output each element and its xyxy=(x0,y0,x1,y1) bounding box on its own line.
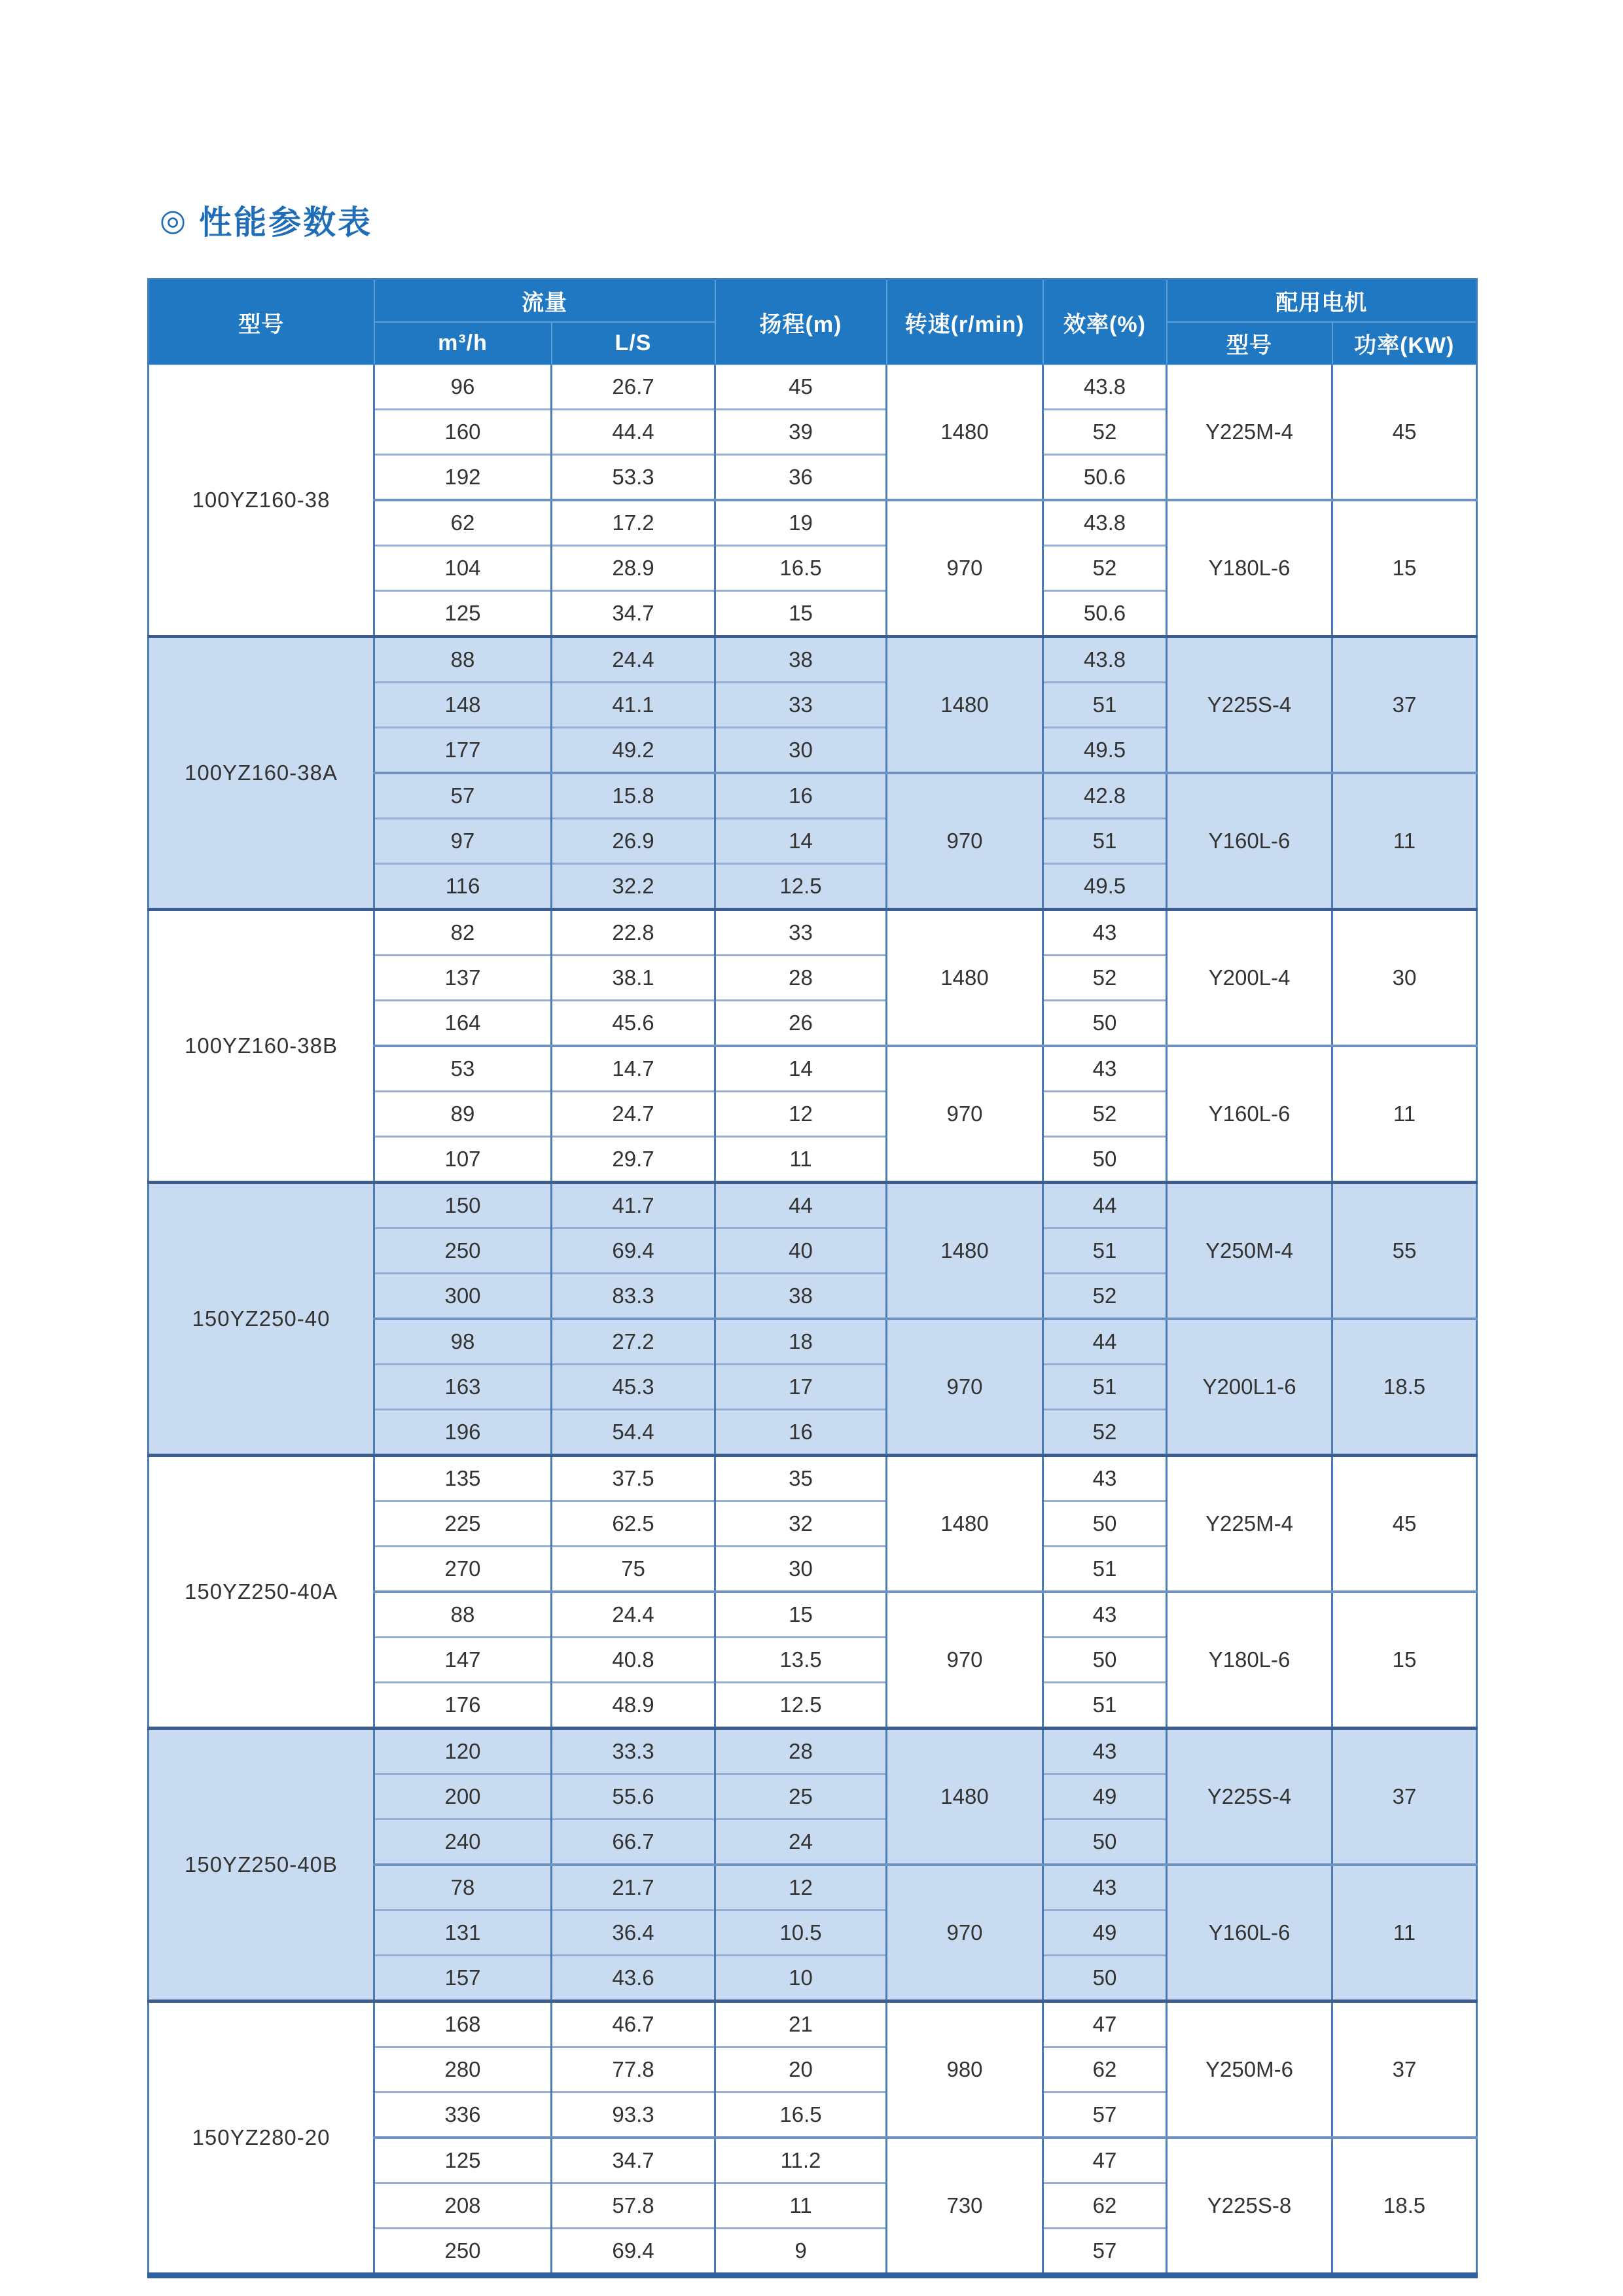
head-cell: 32 xyxy=(715,1501,887,1547)
head-cell: 12.5 xyxy=(715,1683,887,1729)
head-cell: 16.5 xyxy=(715,2092,887,2138)
speed-cell: 970 xyxy=(887,773,1043,910)
motor-model-cell: Y180L-6 xyxy=(1167,500,1332,637)
flow-ls-cell: 62.5 xyxy=(552,1501,715,1547)
double-circle-icon: ◎ xyxy=(160,203,187,237)
flow-ls-cell: 34.7 xyxy=(552,591,715,637)
flow-ls-cell: 69.4 xyxy=(552,1229,715,1274)
head-cell: 30 xyxy=(715,1547,887,1592)
efficiency-cell: 52 xyxy=(1043,546,1167,591)
motor-power-cell: 37 xyxy=(1332,2001,1477,2138)
flow-m3h-cell: 250 xyxy=(374,2229,552,2276)
head-cell: 33 xyxy=(715,910,887,956)
head-cell: 19 xyxy=(715,500,887,546)
flow-ls-cell: 24.7 xyxy=(552,1092,715,1137)
head-cell: 16.5 xyxy=(715,546,887,591)
flow-ls-cell: 46.7 xyxy=(552,2001,715,2047)
flow-m3h-cell: 57 xyxy=(374,773,552,819)
table-body xyxy=(149,365,1477,2276)
table-row xyxy=(149,1183,1477,1229)
efficiency-cell: 49 xyxy=(1043,1774,1167,1820)
motor-model-cell: Y225S-4 xyxy=(1167,1729,1332,1865)
header-head: 扬程(m) xyxy=(715,279,887,365)
flow-m3h-cell: 62 xyxy=(374,500,552,546)
header-flow-ls: L/S xyxy=(552,322,715,365)
flow-m3h-cell: 125 xyxy=(374,591,552,637)
motor-model-cell: Y200L1-6 xyxy=(1167,1319,1332,1456)
efficiency-cell: 52 xyxy=(1043,956,1167,1001)
head-cell: 26 xyxy=(715,1001,887,1047)
head-cell: 40 xyxy=(715,1229,887,1274)
flow-m3h-cell: 168 xyxy=(374,2001,552,2047)
flow-ls-cell: 15.8 xyxy=(552,773,715,819)
head-cell: 12 xyxy=(715,1865,887,1910)
efficiency-cell: 51 xyxy=(1043,1547,1167,1592)
header-model: 型号 xyxy=(149,279,374,365)
motor-model-cell: Y180L-6 xyxy=(1167,1592,1332,1729)
pump-model-cell: 100YZ160-38 xyxy=(149,365,374,637)
head-cell: 10.5 xyxy=(715,1910,887,1956)
efficiency-cell: 62 xyxy=(1043,2047,1167,2092)
head-cell: 12 xyxy=(715,1092,887,1137)
flow-ls-cell: 93.3 xyxy=(552,2092,715,2138)
motor-power-cell: 37 xyxy=(1332,637,1477,774)
motor-power-cell: 15 xyxy=(1332,1592,1477,1729)
head-cell: 14 xyxy=(715,1046,887,1092)
table-row xyxy=(149,365,1477,410)
flow-m3h-cell: 104 xyxy=(374,546,552,591)
head-cell: 12.5 xyxy=(715,864,887,910)
flow-ls-cell: 21.7 xyxy=(552,1865,715,1910)
table-row xyxy=(149,1729,1477,1774)
head-cell: 38 xyxy=(715,1274,887,1319)
motor-power-cell: 45 xyxy=(1332,365,1477,500)
speed-cell: 1480 xyxy=(887,637,1043,774)
flow-m3h-cell: 97 xyxy=(374,819,552,864)
efficiency-cell: 47 xyxy=(1043,2138,1167,2183)
section-title xyxy=(160,196,372,243)
efficiency-cell: 50 xyxy=(1043,1820,1167,1865)
flow-ls-cell: 41.1 xyxy=(552,683,715,728)
motor-power-cell: 11 xyxy=(1332,1046,1477,1183)
efficiency-cell: 43 xyxy=(1043,1456,1167,1501)
speed-cell: 1480 xyxy=(887,365,1043,500)
flow-ls-cell: 27.2 xyxy=(552,1319,715,1365)
flow-ls-cell: 37.5 xyxy=(552,1456,715,1501)
flow-m3h-cell: 200 xyxy=(374,1774,552,1820)
flow-ls-cell: 14.7 xyxy=(552,1046,715,1092)
pump-model-cell: 100YZ160-38A xyxy=(149,637,374,910)
efficiency-cell: 62 xyxy=(1043,2183,1167,2229)
flow-m3h-cell: 177 xyxy=(374,728,552,774)
speed-cell: 970 xyxy=(887,1046,1043,1183)
flow-m3h-cell: 116 xyxy=(374,864,552,910)
header-motor: 配用电机 xyxy=(1167,279,1477,323)
flow-m3h-cell: 82 xyxy=(374,910,552,956)
flow-m3h-cell: 196 xyxy=(374,1410,552,1456)
header-flow-m3h: m³/h xyxy=(374,322,552,365)
flow-ls-cell: 45.6 xyxy=(552,1001,715,1047)
flow-ls-cell: 26.7 xyxy=(552,365,715,410)
efficiency-cell: 57 xyxy=(1043,2229,1167,2276)
flow-m3h-cell: 78 xyxy=(374,1865,552,1910)
efficiency-cell: 51 xyxy=(1043,1365,1167,1410)
head-cell: 15 xyxy=(715,1592,887,1638)
flow-m3h-cell: 270 xyxy=(374,1547,552,1592)
flow-ls-cell: 43.6 xyxy=(552,1956,715,2001)
speed-cell: 1480 xyxy=(887,1183,1043,1319)
efficiency-cell: 47 xyxy=(1043,2001,1167,2047)
head-cell: 24 xyxy=(715,1820,887,1865)
head-cell: 45 xyxy=(715,365,887,410)
flow-ls-cell: 49.2 xyxy=(552,728,715,774)
flow-m3h-cell: 131 xyxy=(374,1910,552,1956)
flow-m3h-cell: 157 xyxy=(374,1956,552,2001)
efficiency-cell: 50 xyxy=(1043,1501,1167,1547)
head-cell: 16 xyxy=(715,773,887,819)
flow-ls-cell: 22.8 xyxy=(552,910,715,956)
flow-m3h-cell: 89 xyxy=(374,1092,552,1137)
efficiency-cell: 51 xyxy=(1043,683,1167,728)
table-row xyxy=(149,1456,1477,1501)
motor-model-cell: Y160L-6 xyxy=(1167,1046,1332,1183)
flow-ls-cell: 53.3 xyxy=(552,455,715,501)
head-cell: 38 xyxy=(715,637,887,683)
head-cell: 18 xyxy=(715,1319,887,1365)
header-motor-power: 功率(KW) xyxy=(1332,322,1477,365)
flow-ls-cell: 17.2 xyxy=(552,500,715,546)
motor-model-cell: Y225M-4 xyxy=(1167,365,1332,500)
motor-power-cell: 30 xyxy=(1332,910,1477,1047)
head-cell: 25 xyxy=(715,1774,887,1820)
head-cell: 15 xyxy=(715,591,887,637)
flow-ls-cell: 38.1 xyxy=(552,956,715,1001)
flow-m3h-cell: 125 xyxy=(374,2138,552,2183)
flow-ls-cell: 75 xyxy=(552,1547,715,1592)
efficiency-cell: 50.6 xyxy=(1043,591,1167,637)
efficiency-cell: 57 xyxy=(1043,2092,1167,2138)
header-speed: 转速(r/min) xyxy=(887,279,1043,365)
table-header xyxy=(149,279,1477,365)
flow-ls-cell: 33.3 xyxy=(552,1729,715,1774)
motor-power-cell: 45 xyxy=(1332,1456,1477,1592)
head-cell: 14 xyxy=(715,819,887,864)
motor-power-cell: 18.5 xyxy=(1332,2138,1477,2276)
efficiency-cell: 49.5 xyxy=(1043,864,1167,910)
speed-cell: 970 xyxy=(887,1319,1043,1456)
efficiency-cell: 44 xyxy=(1043,1319,1167,1365)
motor-power-cell: 55 xyxy=(1332,1183,1477,1319)
efficiency-cell: 50 xyxy=(1043,1638,1167,1683)
efficiency-cell: 43.8 xyxy=(1043,500,1167,546)
flow-m3h-cell: 176 xyxy=(374,1683,552,1729)
performance-table xyxy=(147,278,1478,2278)
efficiency-cell: 43 xyxy=(1043,1865,1167,1910)
flow-ls-cell: 28.9 xyxy=(552,546,715,591)
speed-cell: 1480 xyxy=(887,1729,1043,1865)
flow-m3h-cell: 163 xyxy=(374,1365,552,1410)
motor-model-cell: Y225S-8 xyxy=(1167,2138,1332,2276)
speed-cell: 970 xyxy=(887,1865,1043,2001)
flow-ls-cell: 54.4 xyxy=(552,1410,715,1456)
flow-ls-cell: 57.8 xyxy=(552,2183,715,2229)
efficiency-cell: 52 xyxy=(1043,1092,1167,1137)
motor-model-cell: Y200L-4 xyxy=(1167,910,1332,1047)
motor-power-cell: 11 xyxy=(1332,1865,1477,2001)
flow-m3h-cell: 240 xyxy=(374,1820,552,1865)
efficiency-cell: 43 xyxy=(1043,1729,1167,1774)
flow-ls-cell: 55.6 xyxy=(552,1774,715,1820)
efficiency-cell: 43 xyxy=(1043,1046,1167,1092)
motor-power-cell: 15 xyxy=(1332,500,1477,637)
flow-ls-cell: 83.3 xyxy=(552,1274,715,1319)
speed-cell: 970 xyxy=(887,1592,1043,1729)
flow-m3h-cell: 225 xyxy=(374,1501,552,1547)
motor-power-cell: 37 xyxy=(1332,1729,1477,1865)
head-cell: 28 xyxy=(715,956,887,1001)
flow-m3h-cell: 250 xyxy=(374,1229,552,1274)
header-motor-model: 型号 xyxy=(1167,322,1332,365)
pump-model-cell: 150YZ250-40B xyxy=(149,1729,374,2001)
header-row-1 xyxy=(149,279,1477,323)
head-cell: 39 xyxy=(715,410,887,455)
flow-ls-cell: 32.2 xyxy=(552,864,715,910)
efficiency-cell: 52 xyxy=(1043,1274,1167,1319)
flow-m3h-cell: 148 xyxy=(374,683,552,728)
flow-m3h-cell: 96 xyxy=(374,365,552,410)
speed-cell: 730 xyxy=(887,2138,1043,2276)
head-cell: 20 xyxy=(715,2047,887,2092)
flow-ls-cell: 44.4 xyxy=(552,410,715,455)
head-cell: 9 xyxy=(715,2229,887,2276)
flow-m3h-cell: 88 xyxy=(374,637,552,683)
flow-ls-cell: 41.7 xyxy=(552,1183,715,1229)
efficiency-cell: 51 xyxy=(1043,1229,1167,1274)
flow-m3h-cell: 135 xyxy=(374,1456,552,1501)
efficiency-cell: 49.5 xyxy=(1043,728,1167,774)
flow-ls-cell: 45.3 xyxy=(552,1365,715,1410)
motor-model-cell: Y250M-4 xyxy=(1167,1183,1332,1319)
flow-ls-cell: 36.4 xyxy=(552,1910,715,1956)
flow-ls-cell: 24.4 xyxy=(552,1592,715,1638)
flow-m3h-cell: 208 xyxy=(374,2183,552,2229)
flow-ls-cell: 77.8 xyxy=(552,2047,715,2092)
flow-m3h-cell: 150 xyxy=(374,1183,552,1229)
head-cell: 13.5 xyxy=(715,1638,887,1683)
efficiency-cell: 43 xyxy=(1043,1592,1167,1638)
efficiency-cell: 51 xyxy=(1043,1683,1167,1729)
speed-cell: 970 xyxy=(887,500,1043,637)
head-cell: 44 xyxy=(715,1183,887,1229)
pump-model-cell: 150YZ250-40 xyxy=(149,1183,374,1456)
efficiency-cell: 42.8 xyxy=(1043,773,1167,819)
speed-cell: 1480 xyxy=(887,1456,1043,1592)
flow-m3h-cell: 137 xyxy=(374,956,552,1001)
efficiency-cell: 43 xyxy=(1043,910,1167,956)
efficiency-cell: 50.6 xyxy=(1043,455,1167,501)
head-cell: 33 xyxy=(715,683,887,728)
head-cell: 11.2 xyxy=(715,2138,887,2183)
head-cell: 21 xyxy=(715,2001,887,2047)
efficiency-cell: 50 xyxy=(1043,1956,1167,2001)
speed-cell: 980 xyxy=(887,2001,1043,2138)
flow-ls-cell: 69.4 xyxy=(552,2229,715,2276)
flow-ls-cell: 48.9 xyxy=(552,1683,715,1729)
flow-m3h-cell: 147 xyxy=(374,1638,552,1683)
flow-ls-cell: 29.7 xyxy=(552,1137,715,1183)
motor-power-cell: 18.5 xyxy=(1332,1319,1477,1456)
head-cell: 28 xyxy=(715,1729,887,1774)
head-cell: 36 xyxy=(715,455,887,501)
efficiency-cell: 43.8 xyxy=(1043,365,1167,410)
head-cell: 17 xyxy=(715,1365,887,1410)
flow-m3h-cell: 160 xyxy=(374,410,552,455)
head-cell: 10 xyxy=(715,1956,887,2001)
flow-m3h-cell: 336 xyxy=(374,2092,552,2138)
pump-model-cell: 150YZ250-40A xyxy=(149,1456,374,1729)
header-efficiency: 效率(%) xyxy=(1043,279,1167,365)
efficiency-cell: 50 xyxy=(1043,1137,1167,1183)
flow-m3h-cell: 53 xyxy=(374,1046,552,1092)
head-cell: 35 xyxy=(715,1456,887,1501)
motor-power-cell: 11 xyxy=(1332,773,1477,910)
flow-m3h-cell: 88 xyxy=(374,1592,552,1638)
efficiency-cell: 50 xyxy=(1043,1001,1167,1047)
efficiency-cell: 49 xyxy=(1043,1910,1167,1956)
head-cell: 11 xyxy=(715,1137,887,1183)
speed-cell: 1480 xyxy=(887,910,1043,1047)
pump-model-cell: 150YZ280-20 xyxy=(149,2001,374,2276)
flow-m3h-cell: 107 xyxy=(374,1137,552,1183)
motor-model-cell: Y225M-4 xyxy=(1167,1456,1332,1592)
page-title: 性能参数表 xyxy=(199,204,373,241)
flow-ls-cell: 34.7 xyxy=(552,2138,715,2183)
table-row xyxy=(149,637,1477,683)
efficiency-cell: 52 xyxy=(1043,1410,1167,1456)
flow-ls-cell: 66.7 xyxy=(552,1820,715,1865)
motor-model-cell: Y225S-4 xyxy=(1167,637,1332,774)
flow-ls-cell: 40.8 xyxy=(552,1638,715,1683)
motor-model-cell: Y250M-6 xyxy=(1167,2001,1332,2138)
table-row xyxy=(149,910,1477,956)
efficiency-cell: 43.8 xyxy=(1043,637,1167,683)
header-flow: 流量 xyxy=(374,279,715,323)
efficiency-cell: 44 xyxy=(1043,1183,1167,1229)
flow-ls-cell: 26.9 xyxy=(552,819,715,864)
flow-m3h-cell: 280 xyxy=(374,2047,552,2092)
pump-model-cell: 100YZ160-38B xyxy=(149,910,374,1183)
motor-model-cell: Y160L-6 xyxy=(1167,1865,1332,2001)
efficiency-cell: 51 xyxy=(1043,819,1167,864)
efficiency-cell: 52 xyxy=(1043,410,1167,455)
flow-m3h-cell: 192 xyxy=(374,455,552,501)
flow-m3h-cell: 98 xyxy=(374,1319,552,1365)
motor-model-cell: Y160L-6 xyxy=(1167,773,1332,910)
flow-m3h-cell: 300 xyxy=(374,1274,552,1319)
head-cell: 11 xyxy=(715,2183,887,2229)
head-cell: 30 xyxy=(715,728,887,774)
flow-m3h-cell: 120 xyxy=(374,1729,552,1774)
table-row xyxy=(149,2001,1477,2047)
head-cell: 16 xyxy=(715,1410,887,1456)
flow-m3h-cell: 164 xyxy=(374,1001,552,1047)
flow-ls-cell: 24.4 xyxy=(552,637,715,683)
